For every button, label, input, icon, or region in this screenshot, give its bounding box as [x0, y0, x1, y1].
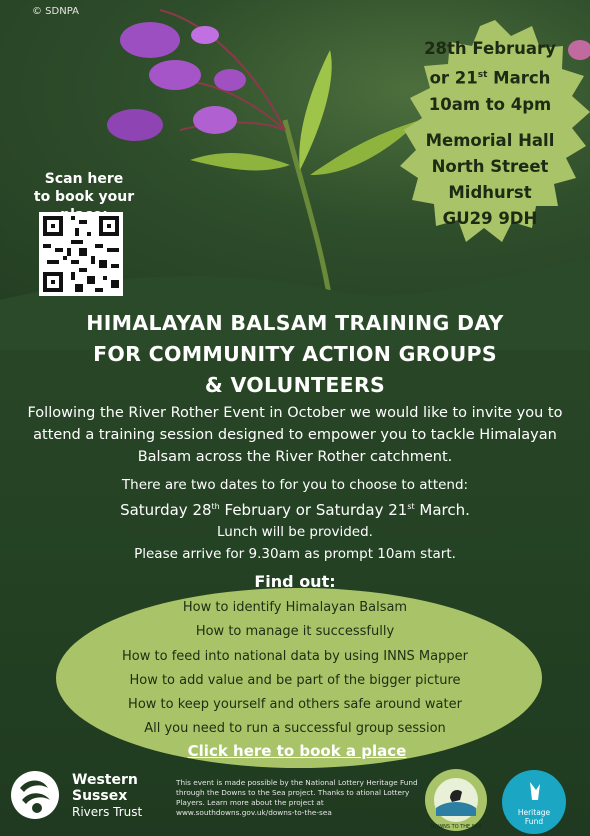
funding-note: This event is made possible by the National Lottery Heritage Fund through the Downs to the Sea project. Thanks to ational Lottery Players. Learn more about the project at www.southdowns.gov.uk/downs-to-the-sea — [176, 778, 418, 817]
venue-line-1: Memorial Hall — [425, 130, 555, 150]
org-name — [72, 772, 142, 820]
dates-saturdays: Saturday 28th February or Saturday 21st March. — [120, 501, 470, 519]
findout-heading: Find out: — [254, 572, 336, 591]
list-item: How to add value and be part of the bigger picture — [129, 672, 461, 688]
downs-to-the-sea-logo — [424, 768, 488, 832]
copyright: © SDNPA — [32, 6, 79, 17]
dates-arrive: Please arrive for 9.30am as prompt 10am start. — [134, 546, 456, 562]
crossed-fingers-icon — [502, 770, 566, 810]
title-line-2: FOR COMMUNITY ACTION GROUPS — [93, 342, 497, 366]
heritage-fund-text: Heritage Fund — [517, 808, 551, 826]
venue-line-2: North Street — [431, 156, 549, 176]
findout-list — [70, 596, 520, 742]
list-item: How to identify Himalayan Balsam — [182, 600, 408, 615]
event-time: 10am to 4pm — [428, 94, 552, 114]
page-title — [20, 308, 570, 401]
list-item: All you need to run a successful group session — [144, 721, 446, 737]
title-line-3: & VOLUNTEERS — [204, 373, 386, 397]
book-place-link[interactable]: Click here to book a place — [187, 742, 407, 760]
dates-choose: There are two dates to for you to choose to attend: — [121, 477, 469, 493]
dts-logo-text: DOWNS TO THE SEA — [430, 824, 482, 830]
org-name-line-3: Rivers Trust — [72, 805, 143, 819]
list-item: How to keep yourself and others safe around water — [128, 697, 462, 713]
venue-line-3: Midhurst — [448, 182, 532, 202]
dates-lunch: Lunch will be provided. — [217, 524, 373, 540]
qr-pattern-icon — [39, 212, 123, 296]
event-date-2: or 21st March — [429, 68, 551, 88]
title-line-1: HIMALAYAN BALSAM TRAINING DAY — [86, 311, 504, 335]
booking-qr-code[interactable] — [39, 212, 123, 296]
list-item: How to feed into national data by using INNS Mapper — [122, 648, 468, 664]
event-date-1: 28th February — [424, 39, 556, 58]
venue-line-4: GU29 9DH — [442, 208, 538, 228]
event-details — [410, 36, 570, 232]
heritage-fund-logo — [502, 770, 566, 834]
org-name-line-2: Sussex — [72, 788, 128, 804]
scan-line-1: Scan here — [44, 171, 124, 187]
western-sussex-rivers-trust-logo — [10, 770, 60, 820]
dates-info — [20, 474, 570, 565]
org-name-line-1: Western — [72, 772, 138, 788]
list-item: How to manage it successfully — [195, 624, 395, 640]
scan-line-2: to book your — [33, 189, 135, 205]
intro-text: Following the River Rother Event in October we would like to invite you to attend a training session designed to empower you to tackle Himalayan Balsam across the River Rother catchment. — [27, 405, 563, 465]
